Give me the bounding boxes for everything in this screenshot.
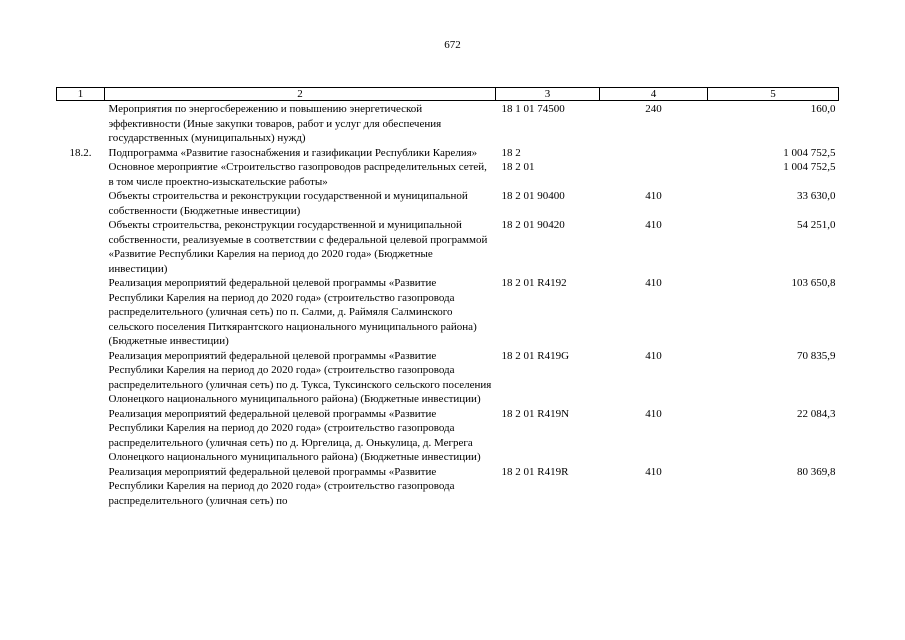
row-name: Реализация мероприятий федеральной целевой программы «Развитие Республики Карелия на период до 2020 года» (строительство газопровода распределительного (уличная сеть) по д. Тукса, Туксинского сельского поселения Олонецкого национального муниципального района) (Бюджетные инвестиции) (108, 349, 492, 405)
row-name: Объекты строительства и реконструкции государственной и муниципальной собственности (Бюджетные инвестиции) (108, 190, 468, 217)
header-col-5: 5 (708, 88, 839, 101)
row-number: 18.2. (69, 146, 92, 159)
row-code: 18 2 01 90420 (501, 219, 565, 231)
row-name: Основное мероприятие «Строительство газопроводов распределительных сетей, в том числе проектно-изыскательские работы» (108, 161, 487, 188)
row-amount: 1 004 752,5 (783, 146, 836, 159)
row-expense-type: 240 (645, 103, 662, 115)
table-row (57, 146, 839, 161)
row-amount: 103 650,8 (791, 277, 836, 289)
row-name: Реализация мероприятий федеральной целевой программы «Развитие Республики Карелия на период до 2020 года» (строительство газопровода распределительного (уличная сеть) по д. Юргелица, д. Онькулица, д. Мегрега Олонецкого национального муниципального района) (Бюджетные инвестиции) (108, 407, 481, 463)
row-number (57, 101, 105, 146)
row-name: Подпрограмма «Развитие газоснабжения и газификации Республики Карелия» (108, 146, 478, 159)
table-row (57, 160, 839, 189)
page-number: 672 (444, 39, 461, 51)
row-expense-type: 410 (645, 349, 662, 362)
row-expense-type: 410 (645, 277, 662, 289)
row-number (57, 218, 105, 276)
table-row (57, 407, 839, 465)
row-amount: 160,0 (810, 103, 836, 115)
row-expense-type: 410 (645, 219, 662, 231)
row-amount: 70 835,9 (797, 349, 836, 362)
row-number (57, 160, 105, 189)
row-expense-type (600, 146, 708, 161)
row-number (57, 189, 105, 218)
row-expense-type: 410 (645, 407, 662, 420)
row-name: Объекты строительства, реконструкции государственной и муниципальной собственности, реализуемые в соответствии с федеральной целевой программой «Развитие Республики Карелия на период до 2020 года» (Бюджетные инвестиции) (108, 219, 488, 275)
row-number (57, 349, 105, 407)
table-row (57, 349, 839, 407)
budget-table (56, 87, 839, 508)
table-row (57, 276, 839, 349)
row-name: Реализация мероприятий федеральной целевой программы «Развитие Республики Карелия на период до 2020 года» (строительство газопровода распределительного (уличная сеть) по (108, 465, 455, 507)
row-amount: 1 004 752,5 (783, 161, 836, 173)
row-code: 18 2 01 R419N (501, 407, 570, 420)
table-row (57, 465, 839, 509)
row-amount: 80 369,8 (797, 465, 836, 478)
row-amount: 33 630,0 (797, 190, 836, 202)
row-name: Мероприятия по энергосбережению и повышению энергетической эффективности (Иные закупки товаров, работ и услуг для обеспечения государственных (муниципальных) нужд) (108, 103, 442, 144)
row-number (57, 407, 105, 465)
row-code: 18 2 01 90400 (501, 190, 565, 202)
row-number (57, 465, 105, 509)
row-number (57, 276, 105, 349)
row-expense-type (600, 160, 708, 189)
row-name: Реализация мероприятий федеральной целевой программы «Развитие Республики Карелия на период до 2020 года» (строительство газопровода распределительного (уличная сеть) по п. Салми, д. Раймяля Салминского сельского поселения Питкярантского национального муниципального района) (Бюджетные инвестиции) (108, 277, 477, 347)
header-col-2: 2 (105, 88, 496, 101)
table-body (57, 101, 839, 509)
header-row (57, 88, 839, 101)
table-row (57, 189, 839, 218)
row-amount: 22 084,3 (797, 407, 836, 420)
header-col-4: 4 (600, 88, 708, 101)
table-row (57, 101, 839, 146)
row-expense-type: 410 (645, 465, 662, 478)
table-row (57, 218, 839, 276)
row-amount: 54 251,0 (797, 219, 836, 231)
row-code: 18 2 01 R4192 (501, 277, 567, 289)
row-code: 18 2 01 R419G (501, 349, 570, 362)
row-code: 18 2 (501, 146, 521, 159)
row-code: 18 2 01 R419R (501, 465, 569, 478)
row-expense-type: 410 (645, 190, 662, 202)
header-col-1: 1 (57, 88, 105, 101)
row-code: 18 2 01 (501, 161, 535, 173)
header-col-3: 3 (496, 88, 600, 101)
row-code: 18 1 01 74500 (501, 103, 565, 115)
